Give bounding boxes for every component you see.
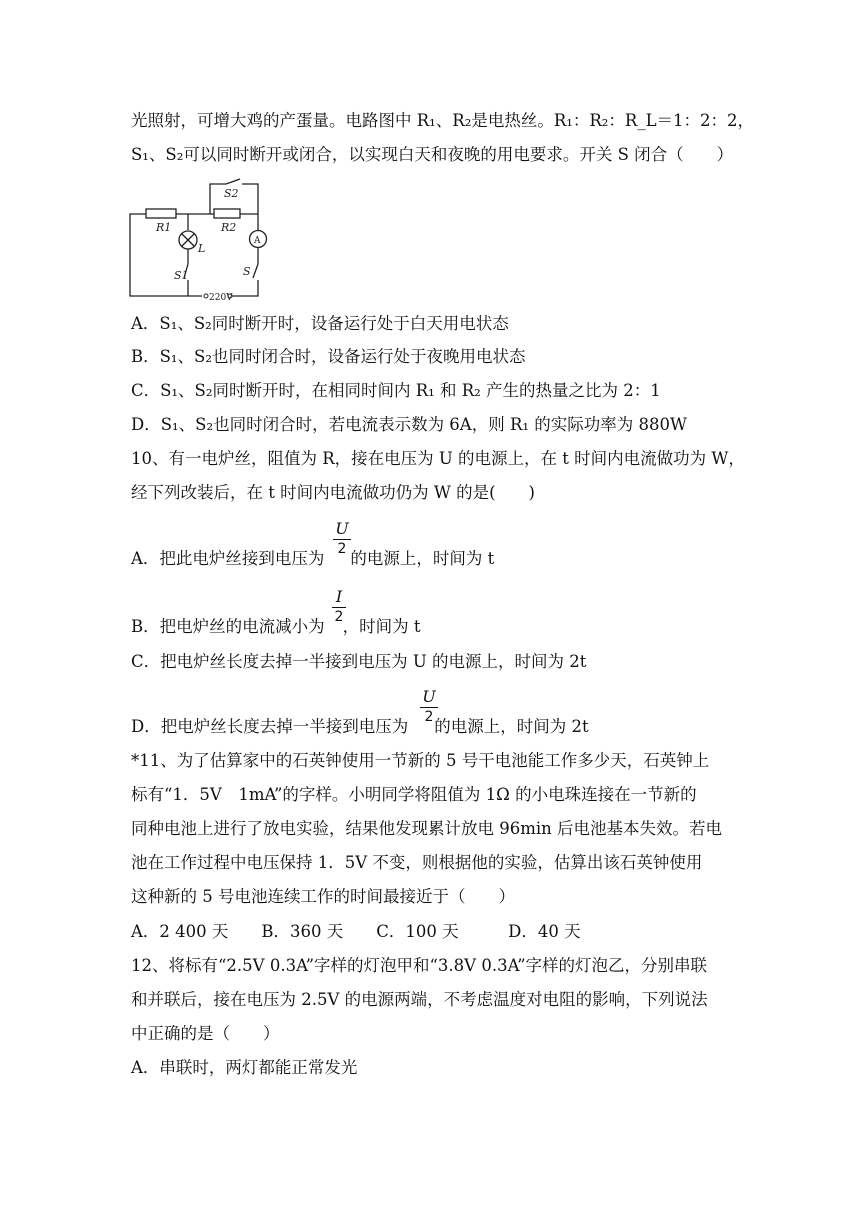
q10-d-pre: D．把电炉丝长度去掉一半接到电压为 xyxy=(131,717,409,736)
fraction-u-over-2-a: U 2 xyxy=(333,520,351,557)
label-s1: S1 xyxy=(174,269,189,282)
intro-line-1: 光照射，可增大鸡的产蛋量。电路图中 R₁、R₂是电热丝。R₁：R₂：R_L＝1：2：2， xyxy=(131,111,755,130)
q10-a-pre: A．把此电炉丝接到电压为 xyxy=(131,549,325,568)
q10-option-d xyxy=(131,716,589,738)
fraction-u-over-2-d: U 2 xyxy=(420,688,438,725)
q11-line-1: *11、为了估算家中的石英钟使用一节新的 5 号干电池能工作多少天，石英钟上 xyxy=(131,751,710,770)
q12-line-2: 和并联后，接在电压为 2.5V 的电源两端，不考虑温度对电阻的影响，下列说法 xyxy=(131,990,708,1009)
circuit-diagram xyxy=(128,178,268,302)
q10-option-b xyxy=(131,616,421,638)
q11-line-3: 同种电池上进行了放电实验，结果他发现累计放电 96min 后电池基本失效。若电 xyxy=(131,819,723,838)
q9-option-d: D．S₁、S₂也同时闭合时，若电流表示数为 6A，则 R₁ 的实际功率为 880W xyxy=(131,415,687,434)
q9-option-c: C．S₁、S₂同时断开时，在相同时间内 R₁ 和 R₂ 产生的热量之比为 2：1 xyxy=(131,381,661,400)
label-l: L xyxy=(198,242,206,255)
label-220v: 220V xyxy=(209,293,233,302)
q12-line-1: 12、将标有“2.5V 0.3A”字样的灯泡甲和“3.8V 0.3A”字样的灯泡乙，分别串联 xyxy=(131,956,708,975)
q11-options: A．2 400 天 B．360 天 C．100 天 D．40 天 xyxy=(131,922,581,941)
label-s2: S2 xyxy=(224,187,239,200)
q10-option-c: C．把电炉丝长度去掉一半接到电压为 U 的电源上，时间为 2t xyxy=(131,652,587,671)
label-r1: R1 xyxy=(156,221,172,234)
label-r2: R2 xyxy=(221,221,237,234)
q12-option-a: A．串联时，两灯都能正常发光 xyxy=(131,1058,358,1077)
q10-b-pre: B．把电炉丝的电流减小为 xyxy=(131,617,325,636)
q9-option-a: A．S₁、S₂同时断开时，设备运行处于白天用电状态 xyxy=(131,314,509,333)
q11-line-2: 标有“1．5V 1mA”的字样。小明同学将阻值为 1Ω 的小电珠连接在一节新的 xyxy=(131,785,697,804)
q10-option-a xyxy=(131,548,494,570)
q9-option-b: B．S₁、S₂也同时闭合时，设备运行处于夜晚用电状态 xyxy=(131,347,526,366)
q10-stem-2: 经下列改装后，在 t 时间内电流做功仍为 W 的是( ) xyxy=(131,483,535,502)
q10-a-post: 的电源上，时间为 t xyxy=(350,549,495,568)
q11-line-4: 池在工作过程中电压保持 1．5V 不变，则根据他的实验，估算出该石英钟使用 xyxy=(131,853,703,872)
q10-b-post: ，时间为 t xyxy=(342,617,421,636)
q12-line-3: 中正确的是（ ） xyxy=(131,1024,280,1043)
intro-line-2: S₁、S₂可以同时断开或闭合，以实现白天和夜晚的用电要求。开关 S 闭合（ ） xyxy=(131,145,734,164)
q11-line-5: 这种新的 5 号电池连续工作的时间最接近于（ ） xyxy=(131,887,515,906)
label-a: A xyxy=(254,236,261,246)
q10-d-post: 的电源上，时间为 2t xyxy=(434,717,589,736)
q10-stem-1: 10、有一电炉丝，阻值为 R，接在电压为 U 的电源上，在 t 时间内电流做功为 W， xyxy=(131,449,745,468)
label-s: S xyxy=(243,265,251,278)
fraction-i-over-2: I 2 xyxy=(332,588,346,625)
